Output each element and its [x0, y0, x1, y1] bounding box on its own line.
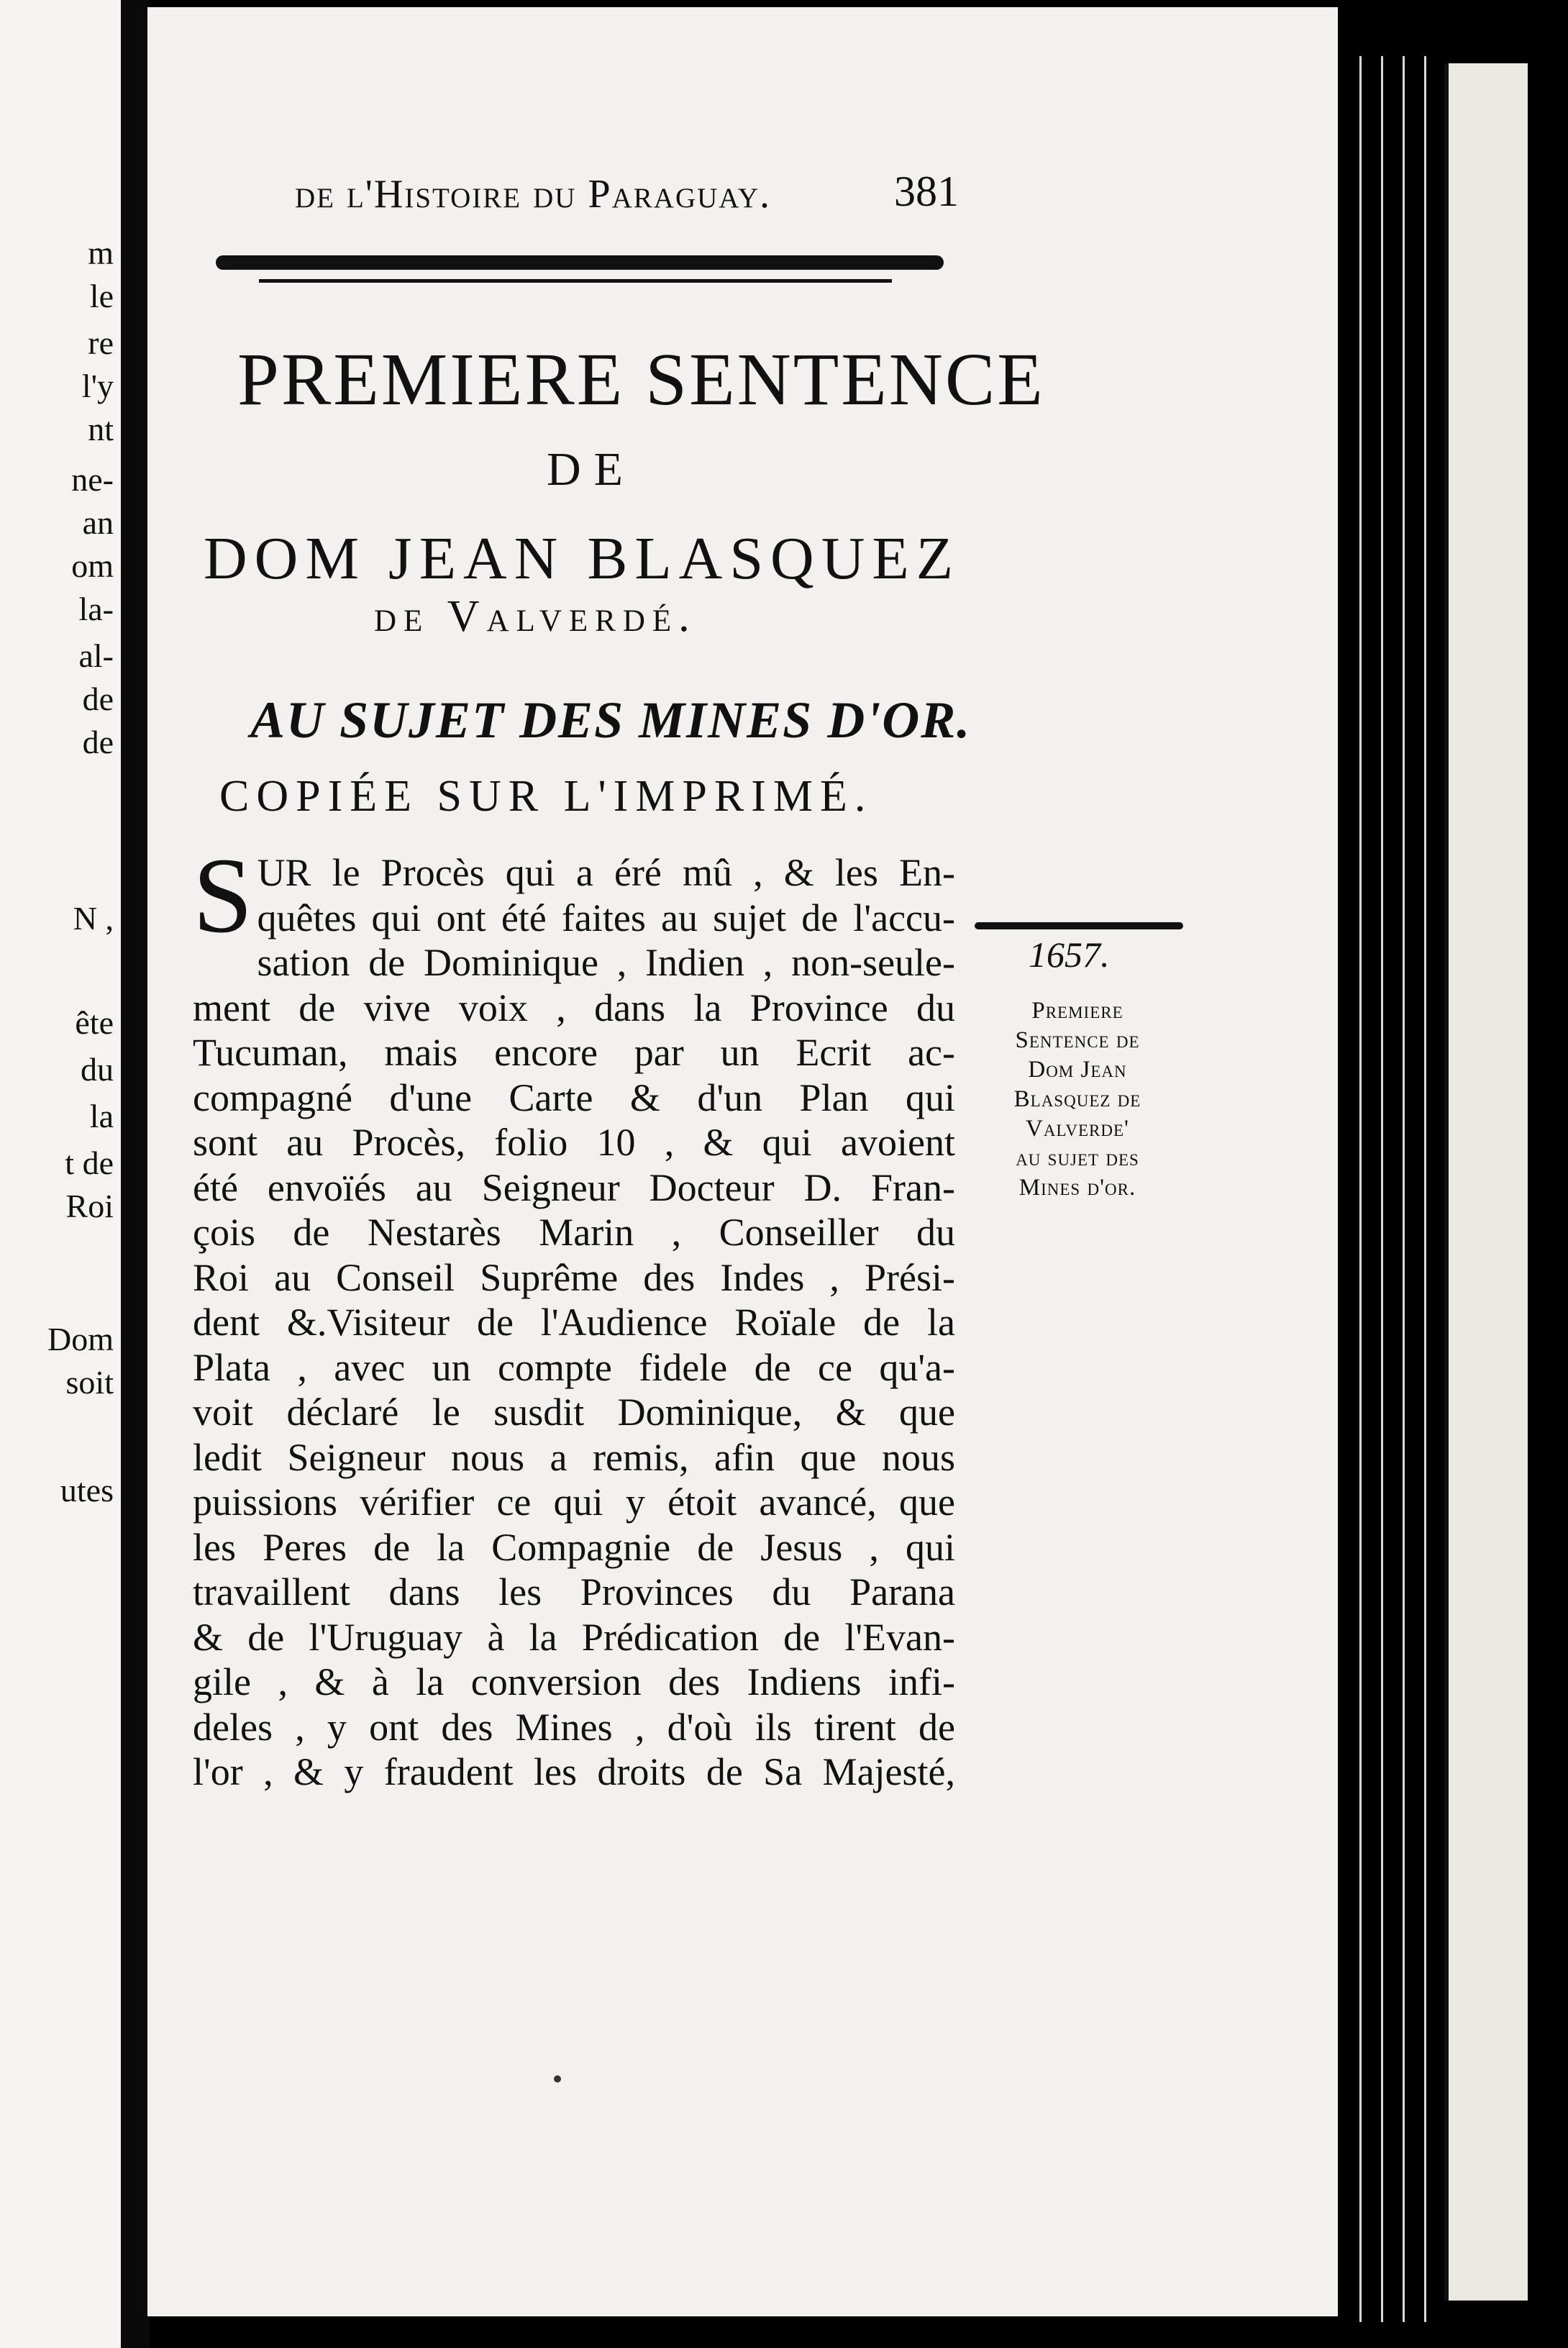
- title-line-3: DOM JEAN BLASQUEZ: [204, 525, 960, 592]
- page-number: 381: [894, 168, 959, 215]
- facing-page-text: la-: [78, 591, 114, 627]
- facing-page-text: l'y: [81, 368, 114, 404]
- margin-note-line: Mines d'or.: [1018, 1175, 1136, 1201]
- margin-rule: [975, 922, 1183, 929]
- margin-note-line: Sentence de: [1015, 1027, 1140, 1053]
- facing-page-text: de: [82, 681, 114, 717]
- drop-cap: S: [193, 836, 253, 955]
- margin-note-line: au sujet des: [1016, 1145, 1139, 1171]
- page-edge-line: [1359, 56, 1362, 2322]
- title-line-1: PREMIERE SENTENCE: [237, 338, 1045, 421]
- body-line: quêtes qui ont été faites au sujet de l'accu-: [257, 896, 955, 939]
- body-line: & de l'Uruguay à la Prédication de l'Evan-: [193, 1615, 955, 1659]
- facing-page-text: soit: [65, 1364, 114, 1401]
- facing-page-text: om: [71, 547, 114, 584]
- title-line-2: DE: [547, 443, 636, 496]
- ink-speck: [554, 2075, 561, 2083]
- margin-note-line: Valverde': [1026, 1116, 1129, 1142]
- facing-page-text: la: [89, 1098, 114, 1134]
- body-line: Plata , avec un compte fidele de ce qu'a-: [193, 1345, 955, 1389]
- body-line: voit déclaré le susdit Dominique, & que: [193, 1391, 955, 1434]
- facing-page-text: du: [81, 1051, 114, 1088]
- body-line: ment de vive voix , dans la Province du: [193, 986, 955, 1029]
- page-edge-line: [1381, 56, 1383, 2322]
- page-edge-block: [1444, 63, 1528, 2301]
- facing-page-text: le: [89, 278, 114, 314]
- facing-page-text: de: [82, 724, 114, 760]
- body-line: Tucuman, mais encore par un Ecrit ac-: [193, 1031, 955, 1074]
- running-header: de l'Histoire du Paraguay.: [295, 172, 772, 217]
- page-edge-line: [1403, 56, 1405, 2322]
- body-line: sont au Procès, folio 10 , & qui avoient: [193, 1121, 955, 1164]
- facing-page-text: ne-: [71, 461, 114, 498]
- body-line: compagné d'une Carte & d'un Plan qui: [193, 1075, 955, 1119]
- margin-note-line: Dom Jean: [1028, 1057, 1127, 1083]
- body-text: [193, 836, 955, 1795]
- facing-page-text: re: [88, 324, 114, 361]
- header-rule: [216, 255, 944, 270]
- body-line: les Peres de la Compagnie de Jesus , qui: [193, 1525, 955, 1569]
- page-edge-line: [1424, 56, 1426, 2322]
- facing-page-text: al-: [78, 637, 114, 674]
- body-line: Roi au Conseil Suprême des Indes , Prési-: [193, 1255, 955, 1299]
- body-line: UR le Procès qui a éré mû , & les En-: [257, 851, 955, 894]
- facing-page-text: m: [88, 235, 114, 271]
- facing-page-text: utes: [60, 1472, 114, 1509]
- source-note: COPIÉE SUR L'IMPRIMÉ.: [219, 772, 873, 821]
- body-line: l'or , & y fraudent les droits de Sa Majesté,: [193, 1750, 955, 1793]
- facing-page-text: N ,: [73, 900, 114, 937]
- book-gutter: [121, 0, 150, 2348]
- margin-note: [970, 996, 1185, 1203]
- facing-page-text: nt: [88, 411, 114, 447]
- header-rule-thin: [259, 279, 892, 283]
- subtitle: AU SUJET DES MINES D'OR.: [250, 691, 972, 749]
- body-line: ledit Seigneur nous a remis, afin que nous: [193, 1435, 955, 1479]
- body-line: çois de Nestarès Marin , Conseiller du: [193, 1211, 955, 1254]
- facing-page-fragment: [0, 0, 121, 2348]
- page-edges: [1352, 56, 1532, 2322]
- body-line: dent &.Visiteur de l'Audience Roïale de la: [193, 1301, 955, 1344]
- facing-page-text: an: [82, 504, 114, 541]
- body-line: été envoïés au Seigneur Docteur D. Fran-: [193, 1165, 955, 1209]
- margin-note-line: Premiere: [1031, 998, 1123, 1024]
- margin-year: 1657.: [1029, 934, 1110, 975]
- facing-page-text: t de: [65, 1145, 114, 1181]
- facing-page-text: ête: [75, 1004, 114, 1041]
- body-line: sation de Dominique , Indien , non-seule-: [257, 941, 955, 984]
- body-line: deles , y ont des Mines , d'où ils tirent de: [193, 1705, 955, 1749]
- body-line: gile , & à la conversion des Indiens infi-: [193, 1660, 955, 1703]
- title-line-4: de Valverdé.: [374, 592, 697, 641]
- margin-note-line: Blasquez de: [1013, 1086, 1141, 1112]
- body-line: puissions vérifier ce qui y étoit avancé, que: [193, 1480, 955, 1524]
- facing-page-text: Dom: [47, 1321, 114, 1357]
- body-line: travaillent dans les Provinces du Parana: [193, 1570, 955, 1614]
- facing-page-text: Roi: [65, 1188, 114, 1224]
